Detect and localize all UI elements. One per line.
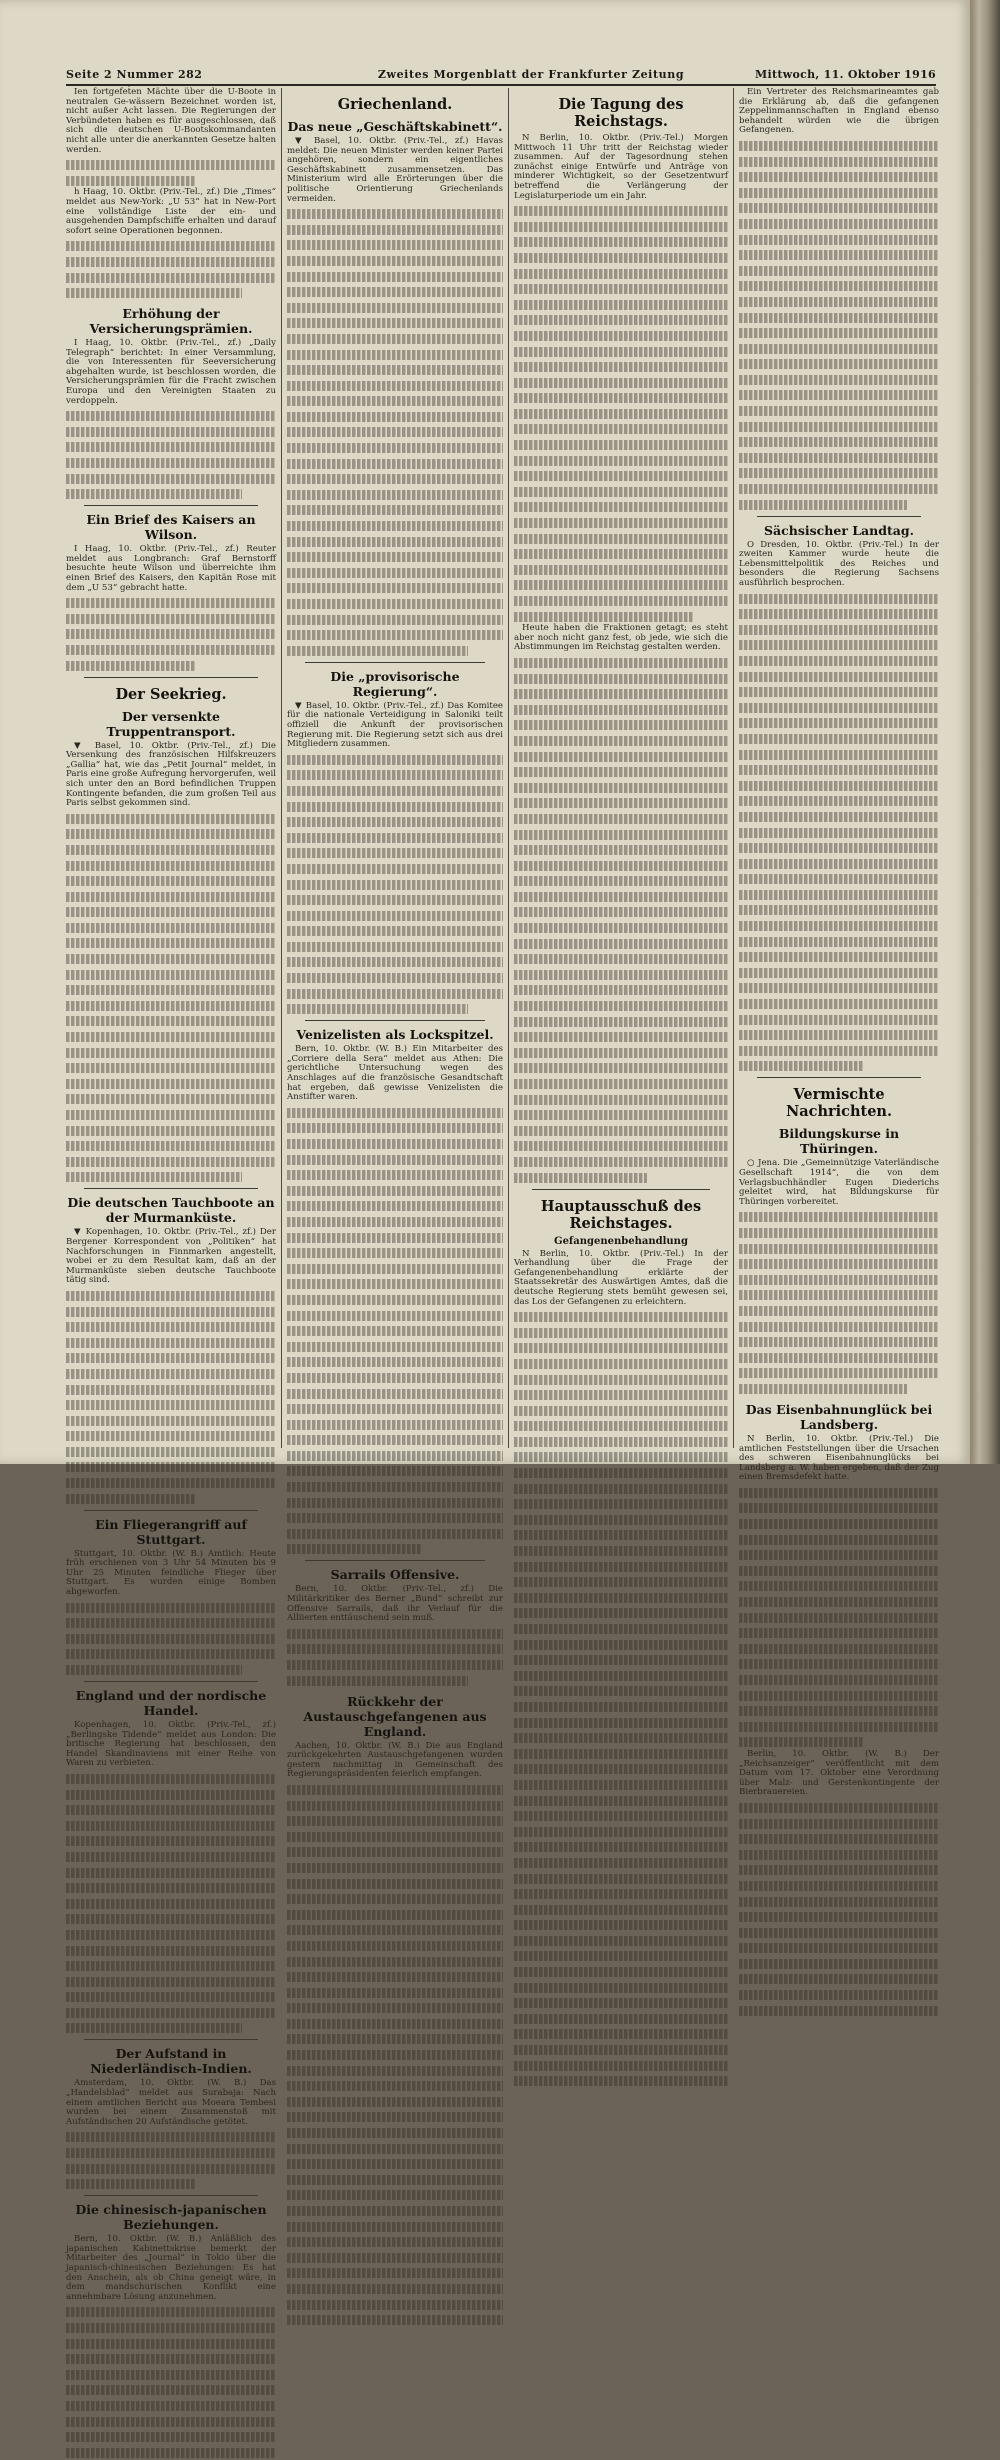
article-text: Amsterdam, 10. Oktbr. (W. B.) Das „Handelsblad“ meldet aus Surabaja: Nach einem amtlichen Bericht aus Moeara Tembesi wurden bei einem Zusammenstoß mit Aufständischen 20 Aufständische getötet. — [66, 2078, 276, 2127]
header-rule — [66, 84, 936, 86]
article-title: Ein Brief des Kaisers an Wilson. — [86, 512, 256, 543]
article-text: Kopenhagen, 10. Oktbr. (Priv.-Tel., zf.) „Berlingske Tidende“ meldet aus London: Die britische Regierung hat beschlossen, den Handel Skandinaviens mit einer Reihe von Waren zu verbieten. — [66, 1720, 276, 1769]
issue-date: Mittwoch, 11. Oktober 1916 — [755, 68, 936, 81]
article-text: Ien fortgefeṫen Mächte über die U-Boote in neutralen Ge-wässern Bezeichnet worden ist, nicht außer Acht lassen. Die Regierungen der Verbündeten haben es für ausgeschlossen, daß sich die deutschen U-Bootskommandanten nicht alle unter die anerkannten Gesetze halten werden. — [66, 87, 276, 155]
article-text: ▼ Basel, 10. Oktbr. (Priv.-Tel., zf.) Die Versenkung des französischen Hilfskreuzers „Gallia“ hat, wie das „Petit Journal“ meldet, in Paris eine große Aufregung hervorgerufen, weil sich unter den an Bord befindlichen Truppen Kontingente befanden, die zum großen Teil aus Paris selbst gekommen sind. — [66, 740, 276, 809]
article-title: Venizelisten als Lockspitzel. — [296, 1027, 494, 1043]
article-title: Der versenkte Truppentransport. — [106, 708, 236, 739]
section-title: Der Seekrieg. — [115, 685, 227, 703]
article-text: ▼ Kopenhagen, 10. Oktbr. (Priv.-Tel., zf.) Der Bergener Korrespondent von „Politiken“ hat Nachforschungen in Finnmarken angestellt, wobei er zu dem Resultat kam, daß an der Murmanküste sieben deutsche Tauchboote tätig sind. — [66, 1227, 276, 1286]
column-divider — [508, 88, 509, 1448]
article-title: Die chinesisch-japanischen Beziehungen. — [75, 2202, 267, 2233]
section-title: Griechenland. — [337, 96, 453, 113]
article-title: England und der nordische Handel. — [75, 1688, 267, 1718]
column-divider — [733, 88, 734, 1448]
article-text: ▼ Basel, 10. Oktbr. (Priv.-Tel., zf.) Das Komitee für die nationale Verteidigung in Saloniki teilt offiziell die Ankunft der provisorischen Regierung mit. Die Regierung setzt sich aus drei Mitgliedern zusammen. — [287, 700, 503, 750]
article-text: Aachen, 10. Oktbr. (W. B.) Die aus England zurückgekehrten Austauschgefangenen wurden gestern nachmittag in Gemeinschaft des Regierungspräsidenten feierlich empfangen. — [287, 1740, 503, 1780]
article-subtitle: Gefangenenbehandlung — [554, 1235, 688, 1247]
article-text: O Dresden, 10. Oktbr. (Priv.-Tel.) In der zweiten Kammer wurde heute die Lebensmittelpolitik des Reiches und besonders die Regierung Sachsens ausführlich besprochen. — [739, 539, 939, 588]
article-title: Die „provisorische Regierung“. — [330, 668, 460, 699]
article-text: h Haag, 10. Oktbr. (Priv.-Tel., zf.) Die „Times“ meldet aus New-York: „U 53“ hat in New-Port eine vollständige Liste der ein- und ausgehenden Dampfschiffe erhalten und darauf sofort seine Operationen begonnen. — [66, 187, 276, 236]
article-title: Die deutschen Tauchboote an der Murmanküste. — [67, 1195, 275, 1226]
article-text: Stuttgart, 10. Oktbr. (W. B.) Amtlich: Heute früh erschienen von 3 Uhr 54 Minuten bis 9 Uhr 25 Minuten feindliche Flieger über Stuttgart. Es wurden einige Bomben abgeworfen. — [66, 1548, 276, 1598]
article-text: N Berlin, 10. Oktbr. (Priv.-Tel.) In der Verhandlung über die Frage der Gefangenenbehandlung erklärte der Staatssekretär des Auswärtigen Amtes, daß die deutsche Regierung stets bemüht gewesen sei, das Los der Gefangenen zu erleichtern. — [514, 1248, 728, 1307]
article-title: Rückkehr der Austauschgefangenen aus England. — [303, 1693, 487, 1739]
masthead-title: Zweites Morgenblatt der Frankfurter Zeitung — [377, 68, 685, 81]
article-title: Sächsischer Landtag. — [764, 522, 914, 538]
article-title: Das Eisenbahnunglück bei Landsberg. — [745, 1401, 933, 1432]
article-text: Bern, 10. Oktbr. (Priv.-Tel., zf.) Die Militärkritiker des Berner „Bund“ schreibt zur Offensive Sarrails, daß ihr Verlauf für die Alliierten enttäuschend sein muß. — [287, 1584, 503, 1624]
article-text: Bern, 10. Oktbr. (W. B.) Anläßlich des japanischen Kabinettskrise bemerkt der Mitarbeiter des „Journal“ in Tokio über die japanisch-chinesischen Beziehungen: Es hat den Anschein, als ob China geneigt wäre, in dem mandschurischen Konflikt eine annehmbare Lösung anzunehmen. — [66, 2234, 276, 2302]
section-title: Hauptausschuß des Reichstages. — [540, 1197, 702, 1232]
article-title: Erhöhung der Versicherungsprämien. — [89, 306, 253, 337]
article-text: Ein Vertreter des Reichsmarineamtes gab die Erklärung ab, daß die gefangenen Zeppelinmannschaften in England ebenso behandelt würden wie die übrigen Gefangenen. — [739, 87, 939, 136]
page-edge — [970, 0, 1000, 1464]
article-text: Bern, 10. Oktbr. (W. B.) Ein Mitarbeiter des „Corriere della Sera“ meldet aus Athen: Die gerichtliche Untersuchung wegen des Anschlages auf die französische Gesandtschaft hat ergeben, daß gewisse Venizelisten die Anstifter waren. — [287, 1044, 503, 1103]
column-divider — [281, 88, 282, 1448]
article-text: Heute haben die Fraktionen getagt; es steht aber noch nicht ganz fest, ob jede, wie sich die Abstimmungen im Reichstag gestalten werden. — [514, 623, 728, 653]
column-2 — [287, 88, 503, 1780]
section-title: Vermischte Nachrichten. — [785, 1086, 893, 1121]
article-text: ▼ Basel, 10. Oktbr. (Priv.-Tel., zf.) Havas meldet: Die neuen Minister werden keiner Partei angehören, sondern ein eigentliches Geschäftskabinett zusammensetzen. Das Ministerium wird alle Erörterungen über die politische Orientierung Griechenlands vermeiden. — [287, 136, 503, 204]
section-title: Die Tagung des Reichstags. — [558, 96, 684, 130]
column-1 — [66, 87, 276, 2302]
article-text: ○ Jena. Die „Gemeinnützige Vaterländische Gesellschaft 1914“, die von dem Verlagsbuchhändler Eugen Diederichs geleitet wird, hat Bildungskurse für Thüringen vorbereitet. — [739, 1158, 939, 1207]
article-text: I Haag, 10. Oktbr. (Priv.-Tel., zf.) „Daily Telegraph“ berichtet: In einer Versammlung, die von Interessenten für Seeversicherung abgehalten wurde, ist beschlossen worden, die Versicherungsprämien für die Fracht zwischen Europa und den Vereinigten Staaten zu verdoppeln. — [66, 338, 276, 406]
article-title: Das neue „Geschäftskabinett“. — [287, 119, 503, 134]
page-header — [66, 68, 936, 82]
page-number: Seite 2 Nummer 282 — [66, 68, 203, 81]
column-4 — [739, 87, 939, 1798]
article-title: Sarrails Offensive. — [330, 1567, 460, 1583]
article-title: Ein Fliegerangriff auf Stuttgart. — [95, 1516, 247, 1547]
article-text: N Berlin, 10. Oktbr. (Priv.-Tel.) Die amtlichen Feststellungen über die Ursachen des schweren Eisenbahnunglücks bei Landsberg a. W. haben ergeben, daß der Zug einen Bremsdefekt hatte. — [739, 1433, 939, 1483]
column-3 — [514, 88, 728, 1450]
article-text: Berlin, 10. Oktbr. (W. B.) Der „Reichsanzeiger“ veröffentlicht mit dem Datum vom 17. Oktober eine Verordnung über Malz- und Gerstenkontingente der Bierbrauereien. — [739, 1748, 939, 1798]
article-text: N Berlin, 10. Oktbr. (Priv.-Tel.) Morgen Mittwoch 11 Uhr tritt der Reichstag wieder zusammen. Auf der Tagesordnung stehen zunächst einige Entwürfe und Anträge von minderer Wichtigkeit, so der Gesetzentwurf betreffend die Verlängerung der Legislaturperiode um ein Jahr. — [514, 133, 728, 201]
article-title: Bildungskurse in Thüringen. — [778, 1126, 900, 1157]
article-text: I Haag, 10. Oktbr. (Priv.-Tel., zf.) Reuter meldet aus Longbranch: Graf Bernstorff besuchte heute Wilson und überreichte ihm einen Brief des Kaisers, den Kapitän Rose mit dem „U 53“ gebracht hatte. — [66, 544, 276, 593]
article-title: Der Aufstand in Niederländisch-Indien. — [90, 2046, 252, 2077]
